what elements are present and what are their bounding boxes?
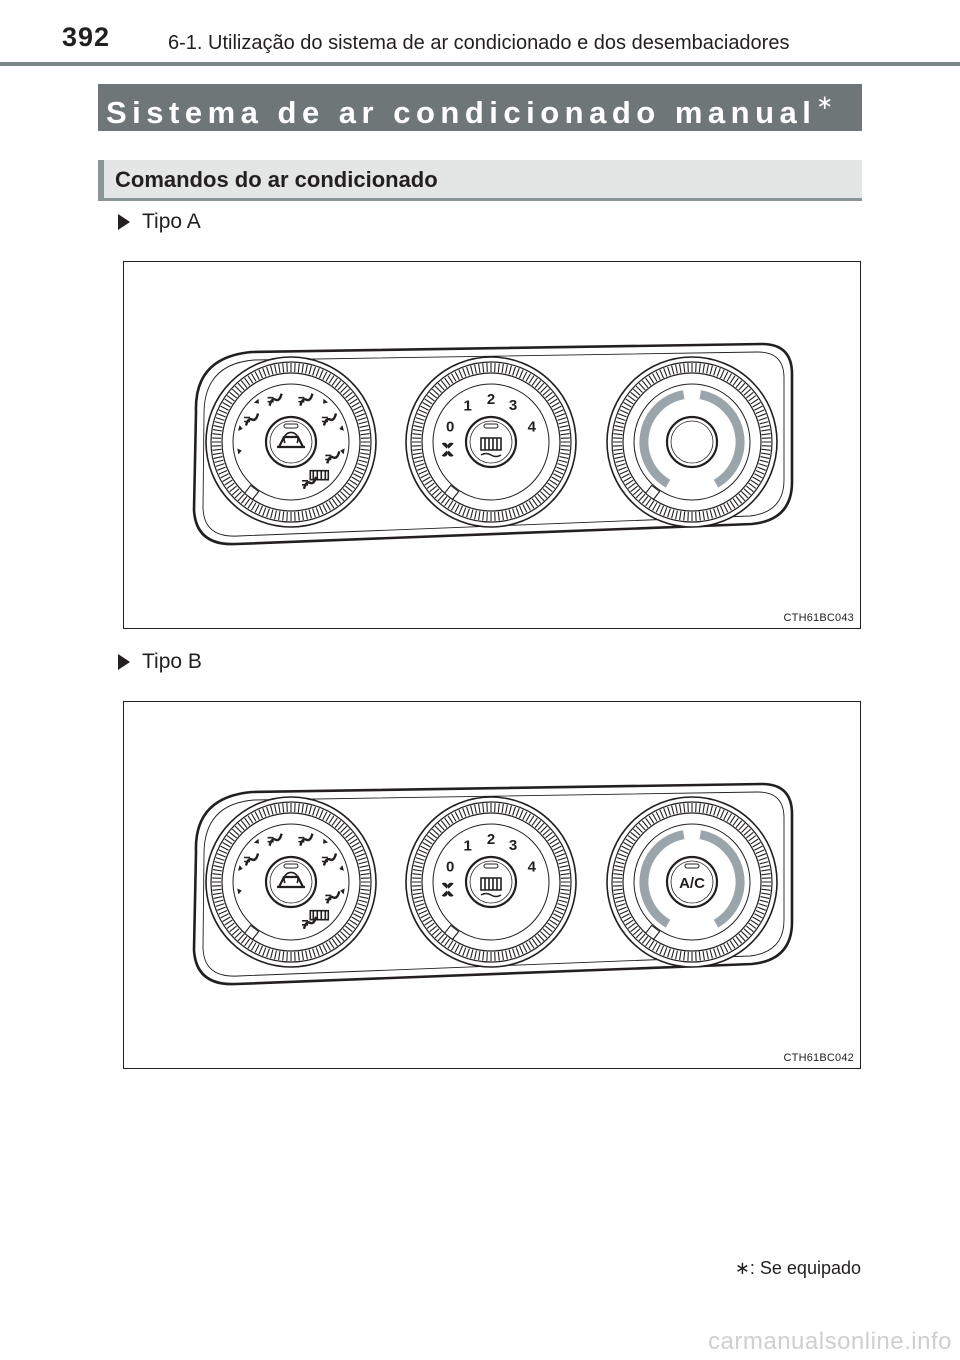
ac-button-label: A/C bbox=[679, 875, 705, 892]
control-panel bbox=[194, 784, 792, 984]
indicator-lamp bbox=[284, 864, 298, 868]
fan-speed-label: 0 bbox=[446, 858, 455, 876]
indicator-lamp bbox=[484, 424, 498, 428]
header-rule bbox=[0, 62, 960, 66]
page-number: 392 bbox=[62, 22, 111, 52]
footnote-mark: ∗ bbox=[734, 1258, 750, 1278]
fan-speed-label: 1 bbox=[463, 397, 472, 415]
fan-speed-label: 2 bbox=[486, 391, 496, 408]
type-a-label bbox=[118, 210, 201, 234]
control-panel-illustration-b bbox=[124, 702, 862, 1070]
fan-speed-label: 1 bbox=[463, 837, 472, 855]
equipped-mark: ∗ bbox=[816, 92, 834, 114]
type-b-label-text: Tipo B bbox=[142, 650, 202, 673]
control-panel-illustration-a bbox=[124, 262, 862, 630]
footnote bbox=[735, 1258, 861, 1279]
subsection-title: Comandos do ar condicionado bbox=[115, 167, 438, 192]
fan-speed-label: 0 bbox=[446, 418, 455, 436]
figure-type-a bbox=[123, 261, 861, 629]
figure-a-code: CTH61BC043 bbox=[783, 612, 854, 624]
section-banner bbox=[98, 84, 862, 131]
section-title-text: Sistema de ar condicionado manual bbox=[106, 95, 817, 130]
fan-speed-label: 4 bbox=[527, 418, 536, 436]
fan-speed-label: 2 bbox=[486, 831, 496, 848]
type-b-label bbox=[118, 650, 202, 674]
subsection-accent bbox=[98, 160, 104, 201]
figure-type-b bbox=[123, 701, 861, 1069]
type-a-label-text: Tipo A bbox=[142, 210, 201, 233]
fan-speed-label: 3 bbox=[508, 836, 518, 854]
subsection-bar bbox=[98, 160, 862, 201]
watermark: carmanualsonline.info bbox=[708, 1328, 952, 1355]
footnote-text: : Se equipado bbox=[749, 1258, 861, 1278]
triangle-bullet-icon bbox=[118, 214, 130, 230]
figure-b-code: CTH61BC042 bbox=[783, 1052, 854, 1064]
fan-speed-label: 3 bbox=[508, 396, 518, 414]
indicator-lamp bbox=[484, 864, 498, 868]
indicator-lamp bbox=[685, 864, 699, 868]
control-panel bbox=[194, 344, 792, 544]
fan-speed-label: 4 bbox=[527, 858, 536, 876]
section-title bbox=[106, 90, 833, 131]
center-cap bbox=[667, 417, 717, 467]
indicator-lamp bbox=[284, 424, 298, 428]
running-header: 6-1. Utilização do sistema de ar condicionado e dos desembaciadores bbox=[168, 32, 790, 54]
triangle-bullet-icon bbox=[118, 654, 130, 670]
